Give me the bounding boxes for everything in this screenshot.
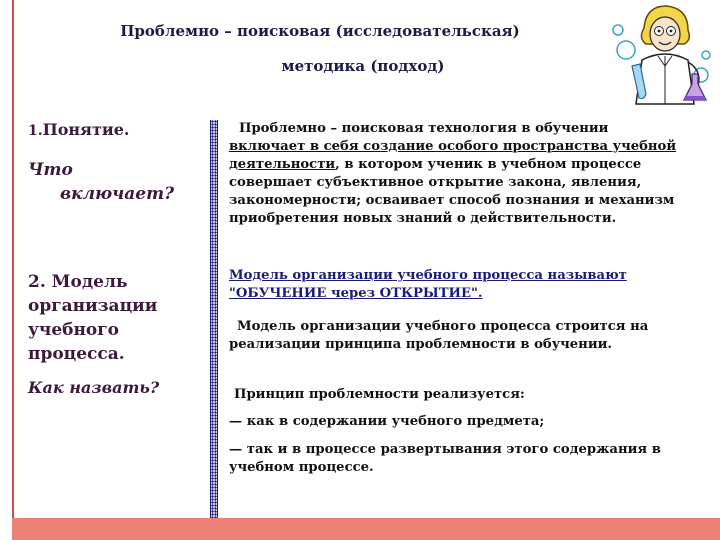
definition-end: , в котором ученик в учебном процессе совершает субъективное открытие закона, явления, закономерности; осваивает способ познания и механизм приобретения новых знаний о действительности. — [229, 157, 675, 226]
definition-start: Проблемно – поисковая технология в обучении — [239, 121, 609, 136]
model-name-link[interactable]: Модель организации учебного процесса называют "ОБУЧЕНИЕ через ОТКРЫТИЕ". — [229, 268, 627, 301]
model-basis-paragraph — [229, 318, 681, 354]
principle-item-2: — так и в процессе развертывания этого содержания в учебном процессе. — [229, 442, 661, 475]
concept-label — [28, 120, 203, 139]
question1-line2: включает? — [60, 184, 175, 204]
dotted-vertical-divider — [210, 120, 218, 518]
scientist-with-flask-icon — [606, 0, 720, 112]
model-basis-text: Модель организации учебного процесса строится на реализации принципа проблемности в обучении. — [229, 319, 649, 352]
principle-intro: Принцип проблемности реализуется: — [234, 387, 525, 402]
question1-line1: Что — [28, 160, 73, 180]
question-what-includes — [28, 158, 203, 206]
left-accent-rule — [12, 0, 14, 518]
concept-number: 1. — [28, 123, 43, 139]
bottom-accent-band — [12, 518, 720, 540]
definition-paragraph — [229, 120, 681, 228]
definition-underlined: включает в себя создание особого пространства учебной деятельности — [229, 139, 677, 172]
page-title-line-2: методика (подход) — [281, 57, 445, 75]
principle-item-1: — как в содержании учебного предмета; — [229, 414, 545, 429]
concept-text: Понятие. — [42, 120, 130, 139]
model-label: 2. Модель организации учебного процесса. — [28, 272, 158, 364]
question-how-to-name: Как назвать? — [28, 378, 160, 397]
page-title-line-1: Проблемно – поисковая (исследовательская) — [120, 22, 520, 40]
